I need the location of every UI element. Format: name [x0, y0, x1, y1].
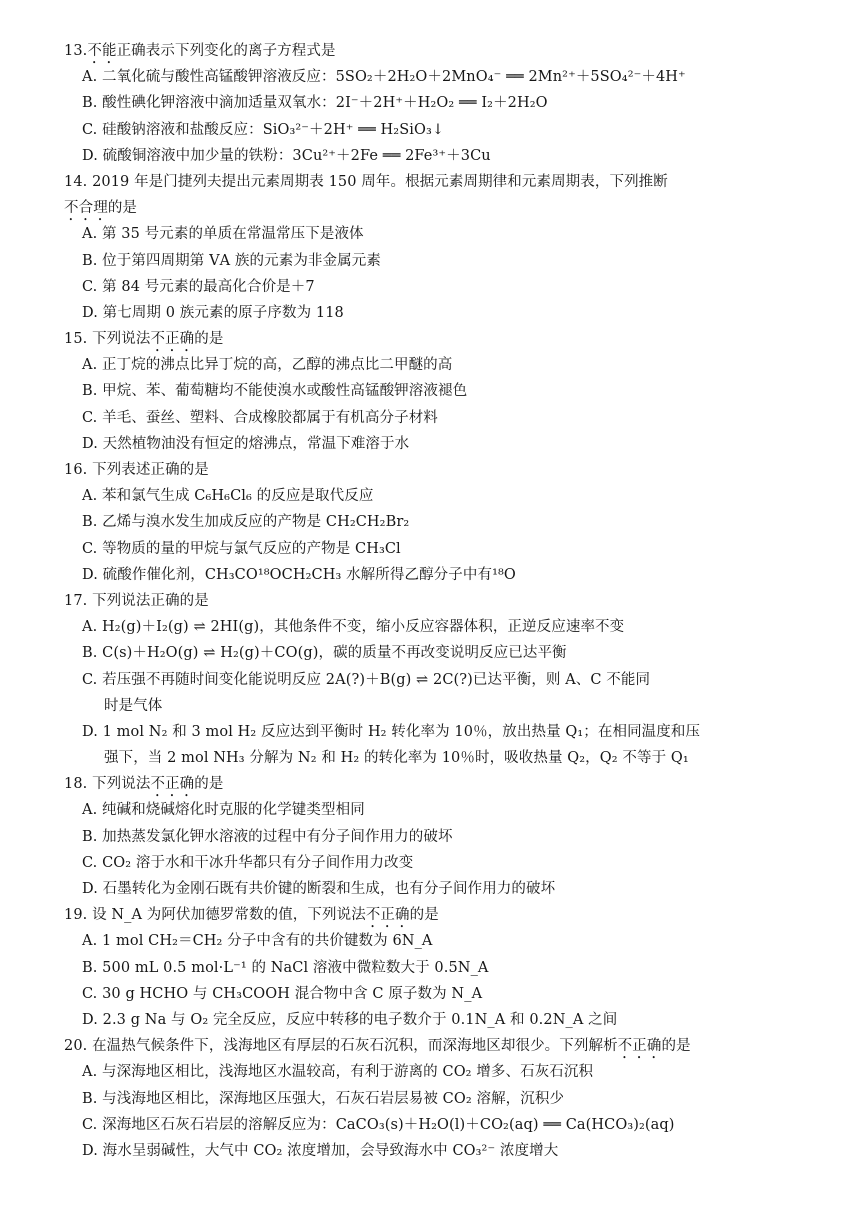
question-stem: [64, 195, 840, 221]
option-a: [64, 352, 840, 378]
text-segment: B. 500 mL 0.5 mol·L⁻¹ 的 NaCl 溶液中微粒数大于 0.5N_A: [82, 959, 489, 976]
text-segment: C. 羊毛、蚕丝、塑料、合成橡胶都属于有机高分子材料: [82, 409, 438, 426]
option-d: [64, 1007, 840, 1033]
text-segment: 14. 2019 年是门捷列夫提出元素周期表 150 周年。根据元素周期律和元素周期表，下列推断: [64, 173, 668, 190]
option-a: [64, 64, 840, 90]
text-segment: B. 乙烯与溴水发生加成反应的产物是 CH₂CH₂Br₂: [82, 514, 410, 531]
text-segment: A. 1 mol CH₂＝CH₂ 分子中含有的共价键数为 6N_A: [82, 933, 433, 950]
option-c: [64, 536, 840, 562]
option-b: [64, 248, 840, 274]
text-segment: A. 与深海地区相比，浅海地区水温较高，有利于游离的 CO₂ 增多、石灰石沉积: [82, 1064, 594, 1081]
option-b: [64, 90, 840, 116]
text-segment: 的是: [409, 907, 439, 924]
text-segment: C. 深海地区石灰石岩层的溶解反应为：CaCO₃(s)＋H₂O(l)＋CO₂(aq) ══ Ca(HCO₃)₂(aq): [82, 1116, 675, 1133]
option-c: [64, 981, 840, 1007]
text-segment: C. 若压强不再随时间变化能说明反应 2A(?)＋B(g) ⇌ 2C(?)已达平衡，则 A、C 不能同: [82, 671, 651, 688]
text-segment: 正确表示下列变化的离子方程式是: [116, 43, 336, 59]
text-segment: 的是: [194, 331, 224, 348]
option-b: [64, 824, 840, 850]
text-segment: D. 硫酸铜溶液中加少量的铁粉：3Cu²⁺＋2Fe ══ 2Fe³⁺＋3Cu: [82, 147, 491, 164]
text-segment: D. 石墨转化为金刚石既有共价键的断裂和生成，也有分子间作用力的破坏: [82, 881, 556, 897]
question-list: [64, 38, 840, 1164]
text-segment: A. 苯和氯气生成 C₆H₆Cl₆ 的反应是取代反应: [82, 488, 374, 505]
option-a: [64, 928, 840, 954]
text-segment: A. 正丁烷的沸点比异丁烷的高，乙醇的沸点比二甲醚的高: [82, 357, 453, 374]
emphasis-text: 不正确: [150, 331, 195, 348]
question-stem: [64, 588, 840, 614]
text-segment: C. 第 84 号元素的最高化合价是＋7: [82, 278, 315, 295]
question-stem: [64, 169, 840, 195]
text-segment: 13.: [64, 43, 88, 59]
option-c: [64, 1112, 840, 1138]
option-c: [64, 693, 840, 719]
question-16: [64, 457, 840, 588]
text-segment: A. 第 35 号元素的单质在常温常压下是液体: [82, 226, 364, 243]
text-segment: B. 酸性碘化钾溶液中滴加适量双氧水：2I⁻＋2H⁺＋H₂O₂ ══ I₂＋2H₂O: [82, 95, 548, 112]
text-segment: C. 30 g HCHO 与 CH₃COOH 混合物中含 C 原子数为 N_A: [82, 985, 483, 1002]
emphasis-text: 不正确: [617, 1038, 662, 1055]
option-b: [64, 378, 840, 404]
emphasis-text: 不正确: [150, 776, 195, 793]
text-segment: B. 位于第四周期第 ⅤA 族的元素为非金属元素: [82, 252, 381, 269]
text-segment: 强下，当 2 mol NH₃ 分解为 N₂ 和 H₂ 的转化率为 10％时，吸收热量 Q₂，Q₂ 不等于 Q₁: [104, 750, 689, 767]
question-stem: [64, 326, 840, 352]
text-segment: 16. 下列表述正确的是: [64, 462, 209, 478]
emphasis-text: 不合理: [64, 200, 108, 217]
text-segment: A. 纯碱和烧碱熔化时克服的化学键类型相同: [82, 802, 365, 819]
text-segment: 17. 下列说法正确的是: [64, 592, 209, 609]
emphasis-text: 不正确: [365, 907, 410, 924]
option-d: [64, 719, 840, 745]
option-a: [64, 221, 840, 247]
question-stem: [64, 771, 840, 797]
text-segment: 时是气体: [104, 697, 163, 714]
option-d: [64, 1138, 840, 1164]
option-b: [64, 955, 840, 981]
text-segment: B. 甲烷、苯、葡萄糖均不能使溴水或酸性高锰酸钾溶液褪色: [82, 383, 468, 400]
text-segment: C. 等物质的量的甲烷与氯气反应的产物是 CH₃Cl: [82, 540, 401, 557]
text-segment: 的是: [194, 776, 224, 793]
text-segment: 20. 在温热气候条件下，浅海地区有厚层的石灰石沉积，而深海地区却很少。下列解析: [64, 1038, 618, 1055]
question-14: [64, 169, 840, 326]
text-segment: B. C(s)＋H₂O(g) ⇌ H₂(g)＋CO(g)，碳的质量不再改变说明反应已达平衡: [82, 645, 567, 662]
text-segment: 的是: [661, 1038, 691, 1055]
emphasis-text: 不能: [87, 43, 117, 59]
option-d: [64, 143, 840, 169]
option-b: [64, 509, 840, 535]
option-c: [64, 274, 840, 300]
question-stem: [64, 902, 840, 928]
option-c: [64, 667, 840, 693]
text-segment: C. 硅酸钠溶液和盐酸反应：SiO₃²⁻＋2H⁺ ══ H₂SiO₃↓: [82, 121, 445, 138]
option-b: [64, 640, 840, 666]
text-segment: D. 1 mol N₂ 和 3 mol H₂ 反应达到平衡时 H₂ 转化率为 10％，放出热量 Q₁；在相同温度和压: [82, 723, 701, 740]
option-d: [64, 876, 840, 902]
text-segment: 的是: [107, 200, 138, 217]
text-segment: D. 天然植物油没有恒定的熔沸点，常温下难溶于水: [82, 435, 410, 452]
text-segment: 15. 下列说法: [64, 331, 151, 348]
question-stem: [64, 38, 840, 64]
question-20: [64, 1033, 840, 1164]
option-d: [64, 431, 840, 457]
option-b: [64, 1086, 840, 1112]
text-segment: D. 硫酸作催化剂，CH₃CO¹⁸OCH₂CH₃ 水解所得乙醇分子中有¹⁸O: [82, 566, 516, 583]
option-a: [64, 1059, 840, 1085]
text-segment: 19. 设 N_A 为阿伏加德罗常数的值，下列说法: [64, 907, 366, 924]
option-d: [64, 562, 840, 588]
option-a: [64, 483, 840, 509]
question-13: [64, 38, 840, 169]
question-17: [64, 588, 840, 771]
text-segment: A. H₂(g)＋I₂(g) ⇌ 2HI(g)，其他条件不变，缩小反应容器体积，正逆反应速率不变: [82, 619, 625, 636]
text-segment: B. 加热蒸发氯化钾水溶液的过程中有分子间作用力的破坏: [82, 828, 453, 845]
option-a: [64, 797, 840, 823]
option-c: [64, 117, 840, 143]
option-c: [64, 850, 840, 876]
text-segment: B. 与浅海地区相比，深海地区压强大，石灰石岩层易被 CO₂ 溶解，沉积少: [82, 1090, 565, 1107]
text-segment: A. 二氧化硫与酸性高锰酸钾溶液反应：5SO₂＋2H₂O＋2MnO₄⁻ ══ 2Mn²⁺＋5SO₄²⁻＋4H⁺: [82, 69, 686, 86]
text-segment: D. 海水呈弱碱性，大气中 CO₂ 浓度增加，会导致海水中 CO₃²⁻ 浓度增大: [82, 1142, 559, 1159]
question-18: [64, 771, 840, 902]
question-19: [64, 902, 840, 1033]
option-d: [64, 300, 840, 326]
text-segment: C. CO₂ 溶于水和干冰升华都只有分子间作用力改变: [82, 854, 414, 871]
text-segment: 18. 下列说法: [64, 776, 151, 793]
option-a: [64, 614, 840, 640]
option-c: [64, 405, 840, 431]
question-15: [64, 326, 840, 457]
text-segment: D. 第七周期 0 族元素的原子序数为 118: [82, 304, 344, 321]
question-stem: [64, 1033, 840, 1059]
text-segment: D. 2.3 g Na 与 O₂ 完全反应，反应中转移的电子数介于 0.1N_A 和 0.2N_A 之间: [82, 1011, 618, 1028]
option-d: [64, 745, 840, 771]
question-stem: [64, 457, 840, 483]
